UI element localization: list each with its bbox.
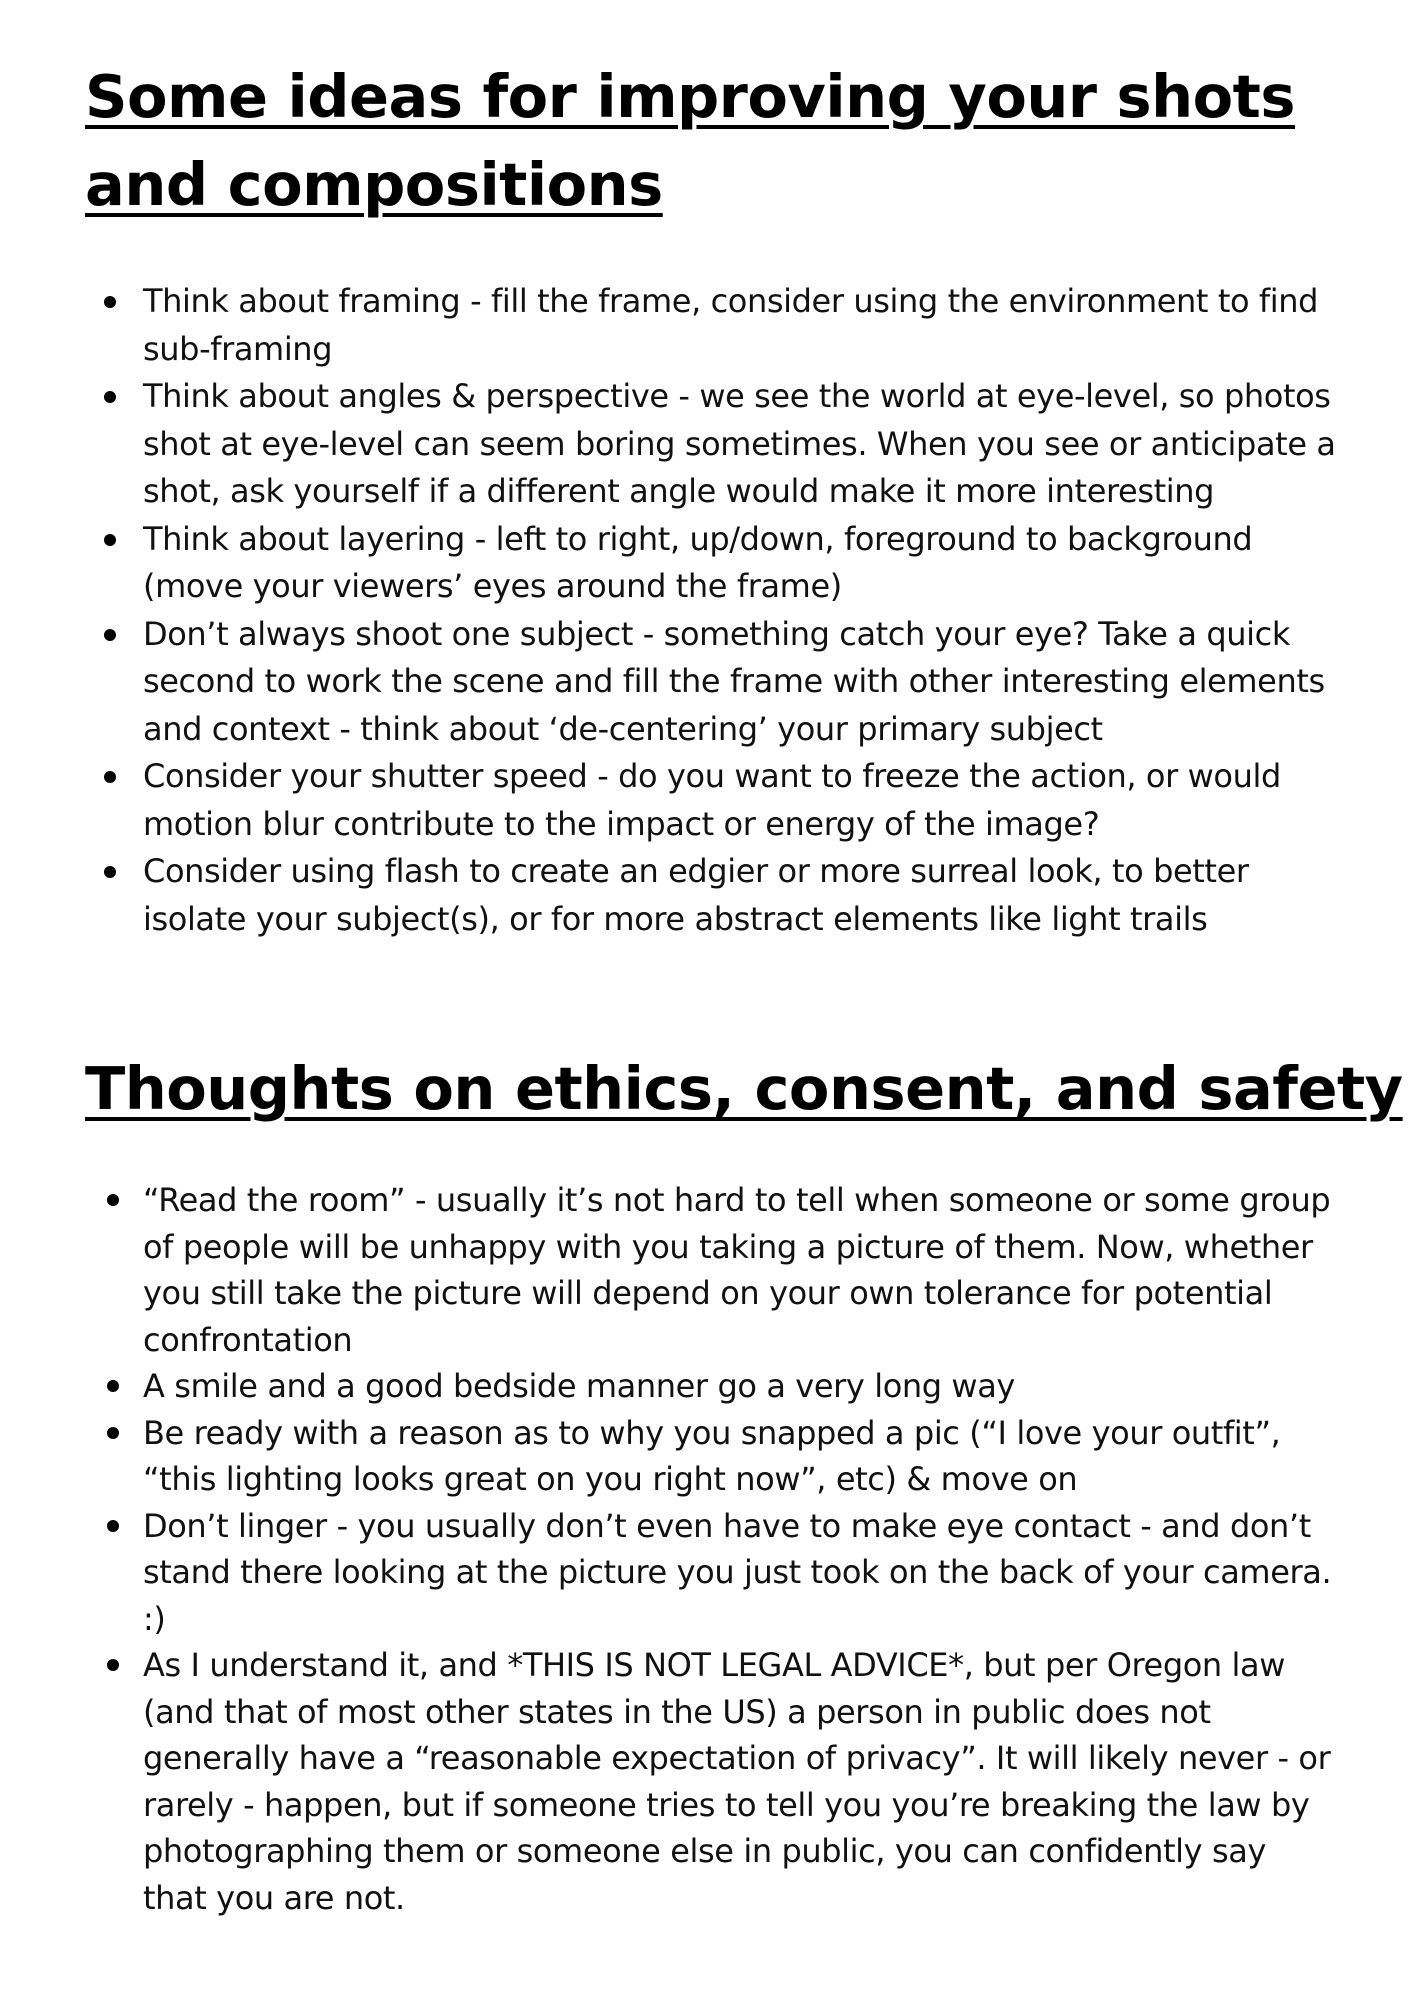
list-item-text: Don’t always shoot one subject - something catch your eye? Take a quick second to work the scene and fill the frame with other interesting elements and context - think about ‘de-centering’ your primary subject [143,614,1325,748]
list-item-text: Be ready with a reason as to why you snapped a pic (“I love your outfit”, “this lighting looks great on you right now”, etc) & move on [143,1413,1281,1498]
list-item-text: “Read the room” - usually it’s not hard to tell when someone or some group of people will be unhappy with you taking a picture of them. Now, whether you still take the picture will depend on your own tolerance for potential confrontation [143,1181,1331,1359]
list-item-text: A smile and a good bedside manner go a very long way [143,1367,1015,1405]
list-item-angles [0,373,1338,516]
list-item-subject [0,611,1338,754]
list-item-flash [0,848,1338,943]
bullet-icon [107,1194,119,1206]
bullet-icon [107,1427,119,1439]
bullet-icon [104,629,116,641]
list-item-read-the-room [0,1177,1338,1363]
list-item-framing [0,278,1338,373]
bullet-icon [107,1659,119,1671]
bullet-icon [107,1520,119,1532]
list-item-text: Don’t linger - you usually don’t even have to make eye contact - and don’t stand there looking at the picture you just took on the back of your camera. :) [143,1506,1332,1638]
bullet-icon [104,866,116,878]
bullet-icon [104,391,116,403]
composition-tips-heading: Some ideas for improving your shots and compositions [85,62,1295,219]
list-item-shutter-speed [0,753,1338,848]
bullet-icon [104,296,116,308]
bullet-icon [107,1380,119,1392]
bullet-icon [104,771,116,783]
ethics-heading: Thoughts on ethics, consent, and safety [85,1054,1403,1123]
list-item-legal [0,1642,1338,1921]
list-item-dont-linger [0,1503,1338,1643]
list-item-reason [0,1410,1338,1503]
list-item-layering [0,516,1338,611]
ethics-list [0,1177,1338,1921]
bullet-icon [104,534,116,546]
composition-tips-list [0,278,1338,943]
list-item-smile [0,1363,1338,1410]
list-item-text: Think about framing - fill the frame, consider using the environment to find sub-framing [143,282,1319,368]
list-item-text: Consider your shutter speed - do you want to freeze the action, or would motion blur contribute to the impact or energy of the image? [143,757,1281,843]
list-item-text: Think about angles & perspective - we see the world at eye-level, so photos shot at eye-level can seem boring sometimes. When you see or anticipate a shot, ask yourself if a different angle would make it more interesting [143,377,1336,510]
list-item-text: Think about layering - left to right, up/down, foreground to background (move your viewers’ eyes around the frame) [143,519,1253,605]
list-item-text: Consider using flash to create an edgier or more surreal look, to better isolate your subject(s), or for more abstract elements like light trails [143,852,1249,938]
list-item-text: As I understand it, and *THIS IS NOT LEGAL ADVICE*, but per Oregon law (and that of most other states in the US) a person in public does not generally have a “reasonable expectation of privacy”. It will likely never - or rarely - happen, but if someone tries to tell you you’re breaking the law by photographing them or someone else in public, you can confidently say that you are not. [143,1646,1331,1917]
